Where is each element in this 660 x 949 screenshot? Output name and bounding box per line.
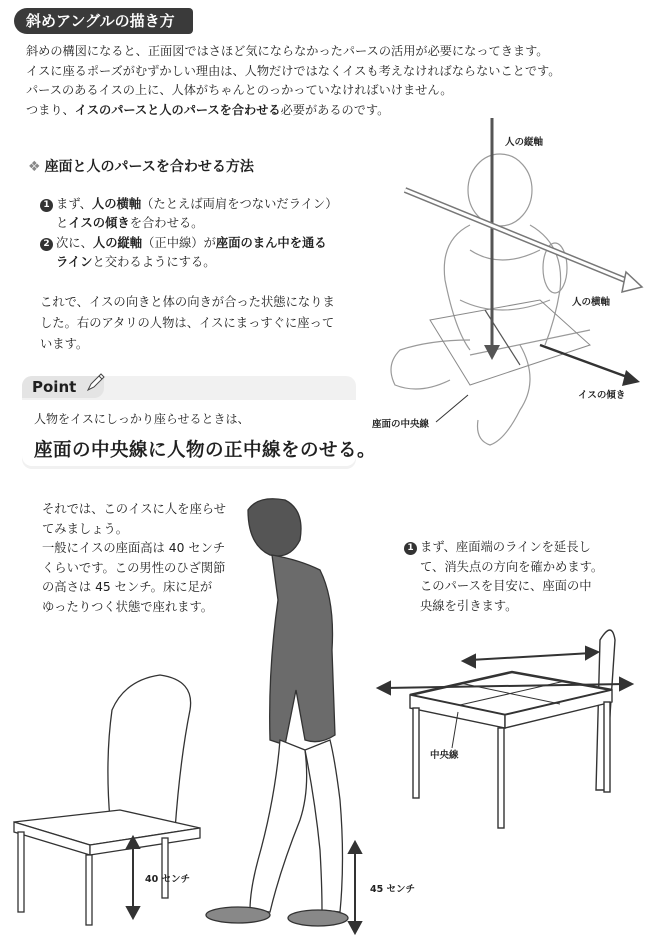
leader-line [436, 395, 468, 422]
step-2-cont: ラインと交わるようにする。 [56, 255, 216, 269]
horizontal-axis-arrow [405, 190, 642, 292]
point-subtext: 人物をイスにしっかり座らせるときは、 [34, 412, 250, 426]
section-heading-text: 座面と人のパースを合わせる方法 [44, 159, 254, 175]
point-main-text: 座面の中央線に人物の正中線をのせる。 [34, 440, 377, 461]
intro-line: パースのあるイスの上に、人体がちゃんとのっかっていなければいけません。 [26, 83, 453, 97]
emphasis: イスのパースと人のパースを合わせる [74, 102, 281, 117]
standing-man-drawing [206, 499, 348, 926]
perspective-chair [410, 630, 615, 828]
intro-line-last: つまり、イスのパースと人のパースを合わせる必要があるのです。 [26, 102, 390, 117]
step-3: 1 まず、座面端のラインを延長し て、消失点の方向を確かめます。 このパースを目安に、座面の中 央線を引きます。 [404, 538, 644, 616]
paragraph-2: これで、イスの向きと体の向きが合った状態になりま した。右のアタリの人物は、イスにまっすぐに座って います。 [40, 295, 335, 351]
step-number: 2 [40, 238, 53, 251]
page-title: 斜めアングルの描き方 [14, 8, 193, 34]
step-1-cont: とイスの傾きを合わせる。 [56, 216, 204, 230]
label-chair-tilt: イスの傾き [578, 390, 626, 401]
paragraph-3: それでは、このイスに人を座らせ てみましょう。 一般にイスの座面高は 40 センチ くらいです。この男性のひざ関節 の高さは 45 センチ。床に足が ゆったりつく状態で座れます。 [42, 502, 226, 614]
label-vertical-axis: 人の縦軸 [505, 137, 544, 148]
label-height-45: 45 センチ [370, 884, 416, 895]
label-height-40: 40 センチ [145, 874, 191, 885]
label-seat-center: 座面の中央線 [372, 419, 430, 430]
chair-tilt-arrow [540, 345, 640, 386]
step-number: 1 [40, 199, 53, 212]
intro-line: 斜めの構図になると、正面図ではさほど気にならなかったパースの活用が必要になってきます。 [26, 44, 549, 58]
intro-line: イスに座るポーズがむずかしい理由は、人物だけではなくイスも考えなければならないことです。 [26, 63, 561, 78]
step-number: 1 [404, 542, 417, 555]
label-horizontal-axis: 人の横軸 [572, 297, 611, 308]
step-2: 2 次に、人の縦軸（正中線）が座面のまん中を通る [40, 234, 327, 253]
label-center-line: 中央線 [430, 750, 459, 761]
seat-plane [430, 300, 590, 385]
step-1: 1 まず、人の横軸（たとえば両肩をつないだライン） [40, 195, 338, 214]
point-tab: Point [22, 376, 104, 398]
seat-center-line [485, 310, 520, 365]
diamond-cluster-icon: ❖ [28, 159, 41, 175]
height-45-arrow [349, 842, 361, 933]
chair-drawing [14, 675, 200, 925]
